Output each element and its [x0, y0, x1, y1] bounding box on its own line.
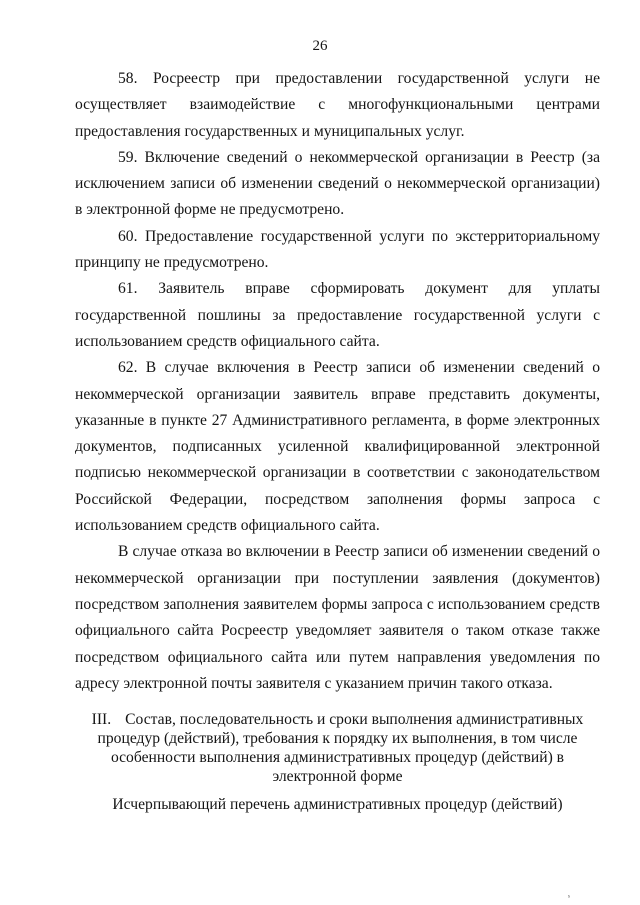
section-title: Состав, последовательность и сроки выполнения административных процедур (действий), требования к порядку их выполнения, в том числе особенности выполнения административных процедур (действий) в электронной форме	[97, 711, 584, 785]
subheading: Исчерпывающий перечень административных процедур (действий)	[112, 796, 563, 813]
paragraph-60: 60. Предоставление государственной услуги по экстерриториальному принципу не предусмотрено.	[75, 227, 600, 272]
section-heading	[75, 710, 600, 786]
paragraph-61: 61. Заявитель вправе сформировать документ для уплаты государственной пошлины за предоставление государственной услуги с использованием средств официального сайта.	[75, 280, 600, 350]
paragraph-refusal: В случае отказа во включении в Реестр записи об изменении сведений о некоммерческой организации при поступлении заявления (документов) посредством заполнения заявителем формы запроса с использованием средств официального сайта Росреестр уведомляет заявителя о таком отказе также посредством официального сайта или путем направления уведомления по адресу электронной почты заявителя с указанием причин такого отказа.	[75, 543, 600, 692]
paragraph-62: 62. В случае включения в Реестр записи об изменении сведений о некоммерческой организации заявитель вправе представить документы, указанные в пункте 27 Административного регламента, в форме электронных документов, подписанных усиленной квалифицированной электронной подписью некоммерческой организации в соответствии с законодательством Российской Федерации, посредством заполнения формы запроса с использованием средств официального сайта.	[75, 359, 600, 535]
corner-mark: ˢ	[568, 892, 570, 902]
document-body	[75, 66, 600, 697]
paragraph-59: 59. Включение сведений о некоммерческой организации в Реестр (за исключением записи об изменении сведений о некоммерческой организации) в электронной форме не предусмотрено.	[75, 148, 600, 219]
page-number: 26	[312, 38, 328, 54]
section-numeral: III.	[91, 711, 112, 728]
paragraph-58: 58. Росреестр при предоставлении государственной услуги не осуществляет взаимодействие с многофункциональными центрами предоставления государственных и муниципальных услуг.	[75, 70, 600, 140]
